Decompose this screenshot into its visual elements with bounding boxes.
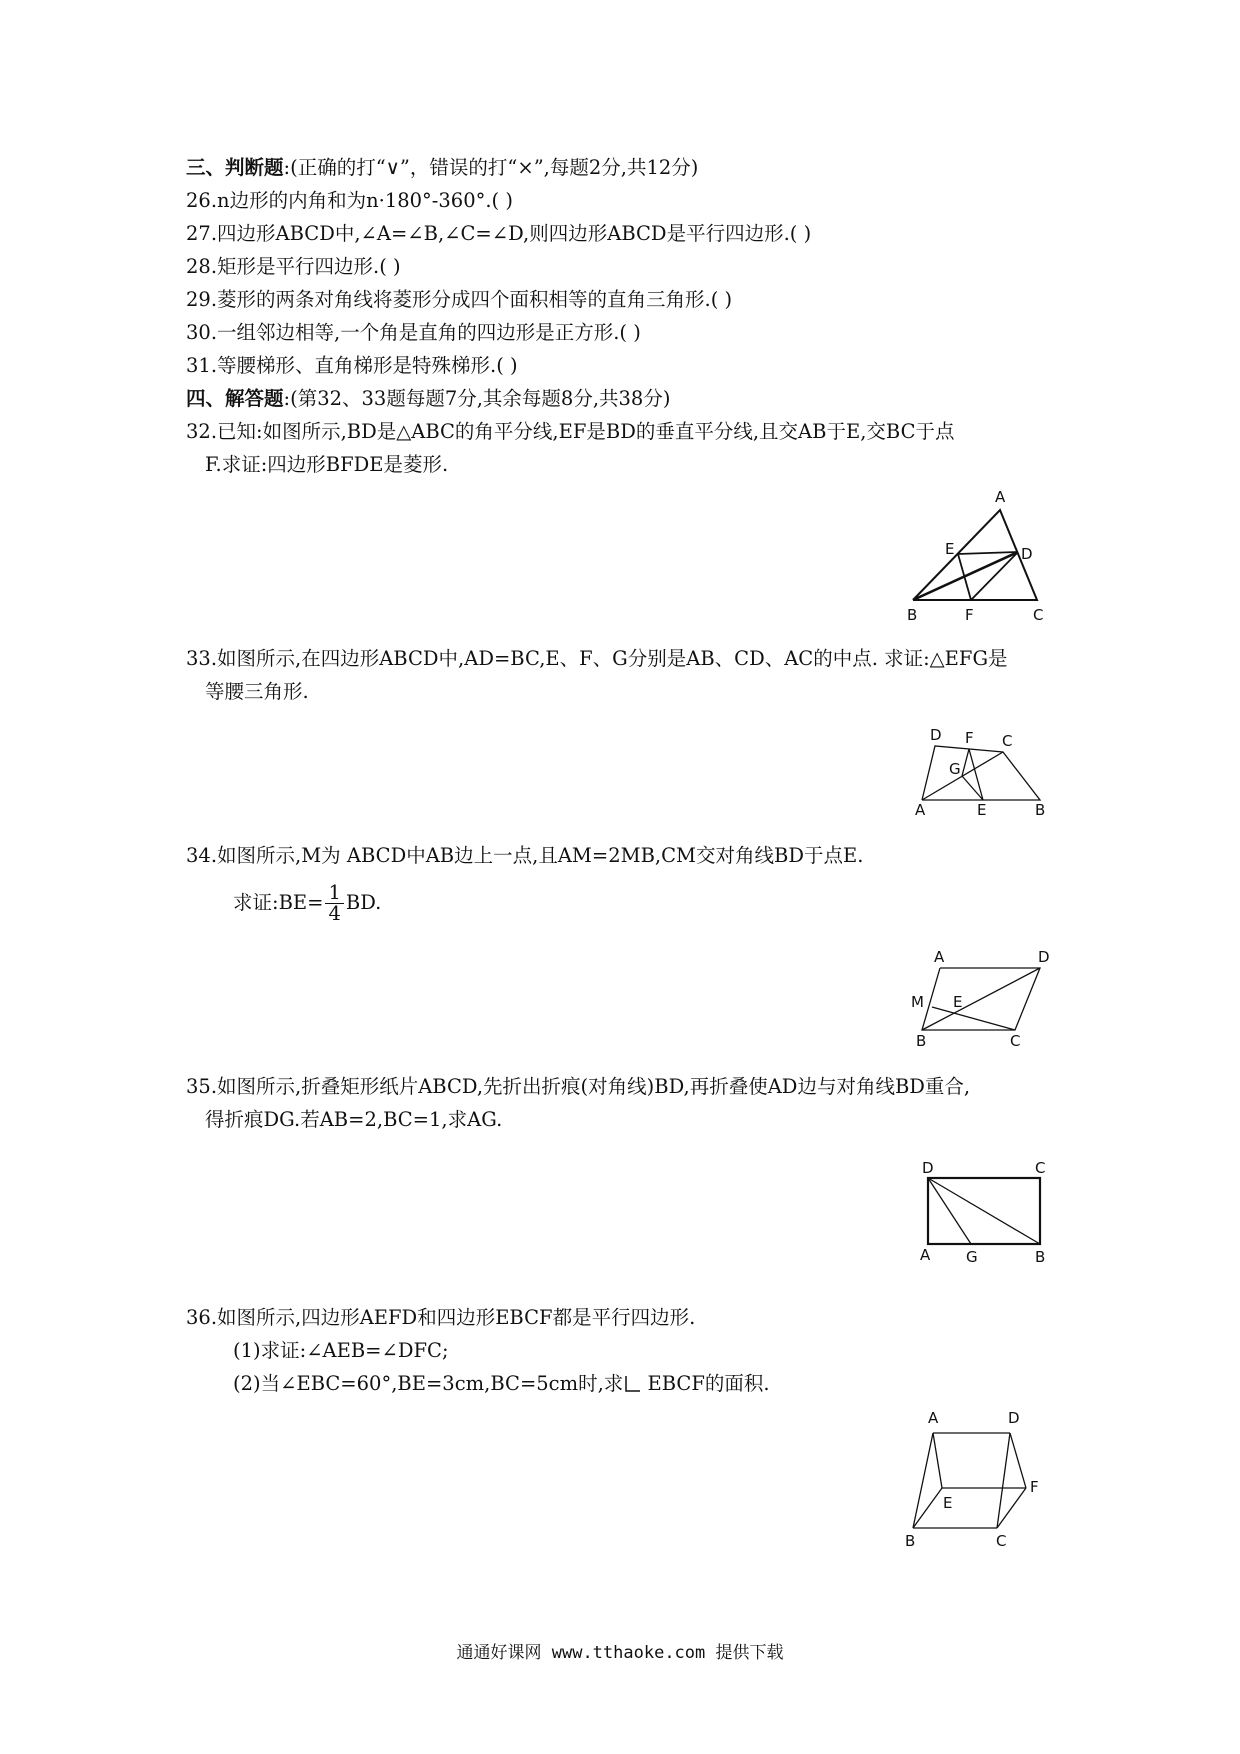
figure-32-triangle: [905, 490, 1065, 630]
fig36-label-d: D: [1008, 1409, 1020, 1427]
question-28: 28.矩形是平行四边形.( ): [186, 255, 401, 278]
fig34-label-m: M: [911, 993, 924, 1011]
fig34-label-e: E: [953, 993, 963, 1011]
fig32-label-d: D: [1021, 545, 1033, 563]
fig34-label-b: B: [916, 1032, 927, 1050]
question-32-line2: F.求证:四边形BFDE是菱形.: [205, 453, 449, 476]
fig32-label-f: F: [965, 606, 974, 624]
section4-title: [186, 386, 670, 412]
fig33-label-a: A: [915, 801, 926, 819]
fig33-label-b: B: [1035, 801, 1046, 819]
q34-frac-denominator: 4: [328, 902, 341, 925]
question-33-line2: 等腰三角形.: [205, 680, 309, 703]
fig33-label-f: F: [965, 729, 974, 747]
fig32-label-e: E: [945, 540, 955, 558]
question-29: 29.菱形的两条对角线将菱形分成四个面积相等的直角三角形.( ): [186, 288, 733, 311]
question-36-line1: 36.如图所示,四边形AEFD和四边形EBCF都是平行四边形.: [186, 1306, 696, 1329]
fig32-label-a: A: [995, 488, 1006, 506]
fig34-label-c: C: [1010, 1032, 1021, 1050]
section3-note: :(正确的打“∨”，错误的打“×”,每题2分,共12分): [283, 156, 699, 179]
figure-34-parallelogram: [910, 950, 1060, 1050]
q34-fraction: [325, 883, 343, 924]
fig33-label-e: E: [977, 801, 987, 819]
fig36-label-e: E: [943, 1494, 953, 1512]
question-34-line1: 34.如图所示,M为 ABCD中AB边上一点,且AM=2MB,CM交对角线BD于点E.: [186, 844, 864, 867]
question-26: 26.n边形的内角和为n·180°-360°.( ): [186, 189, 513, 212]
fig32-label-c: C: [1033, 606, 1044, 624]
fig35-label-a: A: [920, 1246, 931, 1264]
question-34-proof: [233, 883, 381, 924]
parallelogram-symbol-icon: [623, 1375, 641, 1393]
fig32-label-b: B: [907, 606, 918, 624]
fig34-label-d: D: [1038, 948, 1050, 966]
section4-heading: 四、解答题: [186, 387, 284, 410]
q36-part2-prefix: (2)当∠EBC=60°,BE=3cm,BC=5cm时,求: [233, 1372, 624, 1395]
fig34-label-a: A: [934, 948, 945, 966]
question-35-line2: 得折痕DG.若AB=2,BC=1,求AG.: [205, 1108, 503, 1131]
fig33-label-d: D: [930, 726, 942, 744]
q36-part2-suffix: EBCF的面积.: [641, 1372, 770, 1395]
question-32-line1: 32.已知:如图所示,BD是△ABC的角平分线,EF是BD的垂直平分线,且交AB于E,交BC于点: [186, 420, 955, 443]
question-33-line1: 33.如图所示,在四边形ABCD中,AD=BC,E、F、G分别是AB、CD、AC的中点. 求证:△EFG是: [186, 647, 1008, 670]
figure-35-rectangle: [915, 1160, 1055, 1265]
section3-heading: 三、判断题: [186, 156, 284, 179]
fig35-label-c: C: [1035, 1159, 1046, 1177]
question-36-part1: (1)求证:∠AEB=∠DFC;: [233, 1339, 449, 1362]
fig36-label-f: F: [1030, 1478, 1039, 1496]
figure-36-parallelograms: [900, 1404, 1060, 1554]
question-35-line1: 35.如图所示,折叠矩形纸片ABCD,先折出折痕(对角线)BD,再折叠使AD边与对角线BD重合,: [186, 1075, 971, 1098]
fig35-label-d: D: [922, 1159, 934, 1177]
question-27: 27.四边形ABCD中,∠A=∠B,∠C=∠D,则四边形ABCD是平行四边形.( ): [186, 222, 812, 245]
question-36-part2: [233, 1371, 770, 1397]
fig36-label-a: A: [928, 1409, 939, 1427]
q34-frac-numerator: 1: [325, 883, 343, 904]
q34-proof-suffix: BD.: [345, 891, 382, 914]
fig36-label-c: C: [996, 1532, 1007, 1550]
fig35-label-b: B: [1035, 1248, 1046, 1266]
section4-note: :(第32、33题每题7分,其余每题8分,共38分): [283, 387, 671, 410]
question-30: 30.一组邻边相等,一个角是直角的四边形是正方形.( ): [186, 321, 641, 344]
section3-title: [186, 155, 698, 181]
figure-33-quadrilateral: [905, 722, 1065, 822]
fig33-label-g: G: [949, 760, 961, 778]
fig35-label-g: G: [966, 1248, 978, 1266]
fig33-label-c: C: [1002, 732, 1013, 750]
fig36-label-b: B: [905, 1532, 916, 1550]
question-31: 31.等腰梯形、直角梯形是特殊梯形.( ): [186, 354, 518, 377]
footer-download-note: 通通好课网 www.tthaoke.com 提供下载: [456, 1643, 784, 1663]
q34-proof-prefix: 求证:BE=: [233, 891, 324, 914]
